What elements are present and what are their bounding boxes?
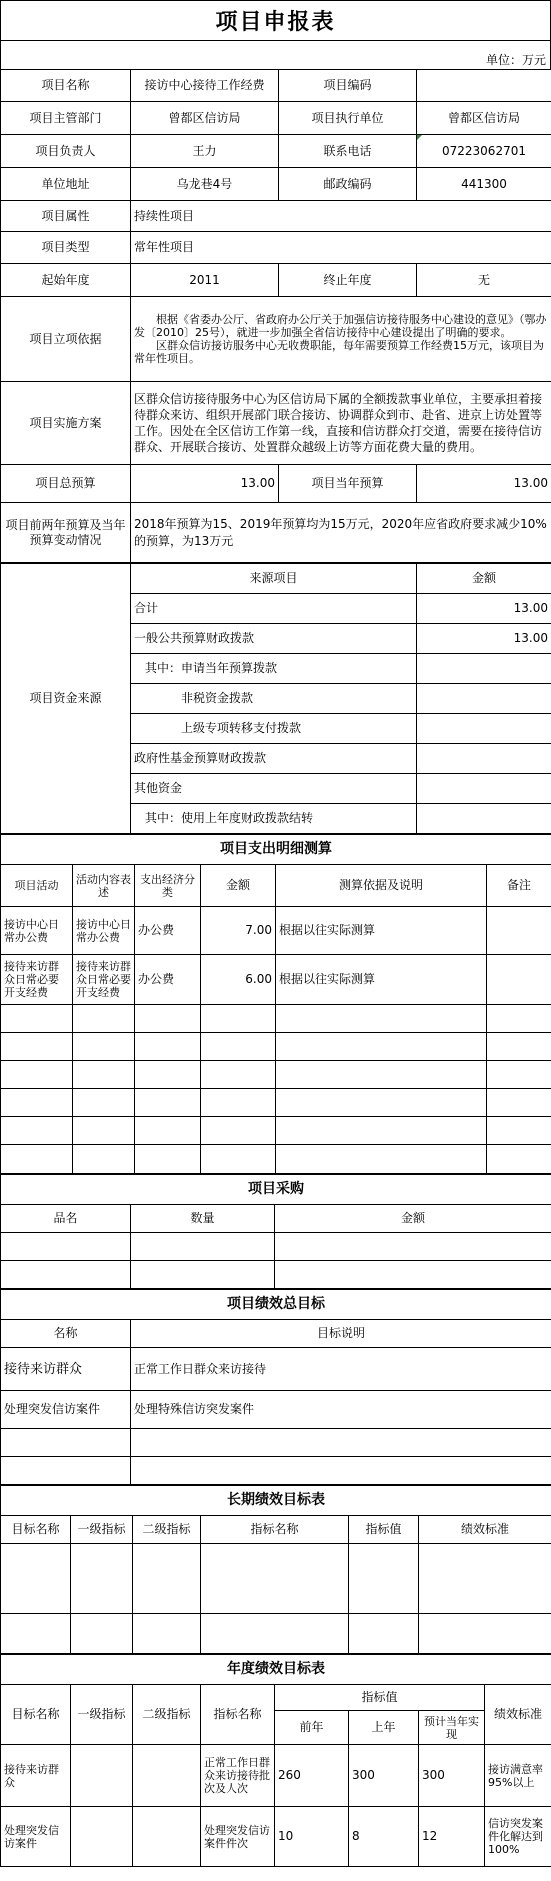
funds-header-source: 来源项目 bbox=[131, 564, 417, 594]
label-basis: 项目立项依据 bbox=[1, 297, 131, 382]
value-plan: 区群众信访接待服务中心为区信访局下属的全额拨款事业单位，主要承担着接待群众来访、组织开展部门联合接访、协调群众到市、赴省、进京上访处置等工作。因处在全区信访工作第一线，直接和信访群众打交道，需要在接待信访群众、开展联合接访、处置群众越级上访等方面花费大量的费用。 bbox=[131, 382, 551, 465]
purchase-section-title: 项目采购 bbox=[1, 1175, 551, 1205]
annual-cell-current: 12 bbox=[419, 1807, 485, 1867]
table-row-empty bbox=[1, 1544, 551, 1614]
label-funds-source: 项目资金来源 bbox=[1, 564, 131, 834]
purchase-header-amount: 金额 bbox=[275, 1205, 551, 1233]
expense-cell-basis: 根据以往实际测算 bbox=[276, 907, 487, 955]
title-spacer bbox=[0, 40, 551, 51]
value-zip: 441300 bbox=[417, 168, 551, 201]
longterm-header-value: 指标值 bbox=[349, 1516, 419, 1544]
value-basis: 根据《省委办公厅、省政府办公厅关于加强信访接待服务中心建设的意见》（鄂办发〔2010〕25号），就进一步加强全省信访接待中心建设提出了明确的要求。 区群众信访接访服务中心无收费职能，每年需要预算工作经费15万元，该项目为常年性项目。 bbox=[131, 297, 551, 382]
table-row bbox=[1, 1807, 551, 1867]
value-project-code bbox=[417, 70, 551, 102]
funds-row-name: 其中：申请当年预算拨款 bbox=[131, 654, 417, 684]
funds-row-amount: 13.00 bbox=[417, 624, 551, 654]
annual-header-target: 目标名称 bbox=[1, 1685, 71, 1745]
annual-cell-indicator: 正常工作日群众来访接待批次及人次 bbox=[201, 1745, 275, 1807]
funds-source-table bbox=[0, 563, 551, 834]
goal-header-desc: 目标说明 bbox=[131, 1320, 551, 1348]
annual-cell-prev2: 10 bbox=[275, 1807, 349, 1867]
value-phone: 07223062701 bbox=[417, 135, 551, 168]
value-current-budget: 13.00 bbox=[417, 465, 551, 503]
funds-row-name: 政府性基金预算财政拨款 bbox=[131, 744, 417, 774]
label-project-code: 项目编码 bbox=[279, 70, 417, 102]
funds-row-name: 合计 bbox=[131, 594, 417, 624]
expense-header-amount: 金额 bbox=[201, 865, 276, 907]
funds-row-amount bbox=[417, 654, 551, 684]
annual-cell-l1 bbox=[71, 1807, 133, 1867]
funds-header-amount: 金额 bbox=[417, 564, 551, 594]
annual-cell-prev2: 260 bbox=[275, 1745, 349, 1807]
annual-cell-standard: 信访突发案件化解达到100% bbox=[485, 1807, 551, 1867]
purchase-table bbox=[0, 1174, 551, 1289]
annual-header-l2: 二级指标 bbox=[133, 1685, 201, 1745]
value-dept: 曾都区信访局 bbox=[131, 102, 279, 135]
expense-cell-content: 接访中心日常办公费 bbox=[73, 907, 135, 955]
label-budget-change: 项目前两年预算及当年预算变动情况 bbox=[1, 503, 131, 563]
expense-detail-table bbox=[0, 834, 551, 1174]
expense-header-activity: 项目活动 bbox=[1, 865, 73, 907]
expense-header-basis: 测算依据及说明 bbox=[276, 865, 487, 907]
annual-cell-l2 bbox=[133, 1745, 201, 1807]
table-row-empty bbox=[1, 1429, 551, 1457]
longterm-header-l2: 二级指标 bbox=[133, 1516, 201, 1544]
expense-cell-amount: 6.00 bbox=[201, 955, 276, 1005]
table-row-empty bbox=[1, 1457, 551, 1485]
funds-row-amount bbox=[417, 744, 551, 774]
table-row bbox=[1, 1391, 551, 1429]
expense-cell-note bbox=[487, 955, 551, 1005]
table-row-empty bbox=[1, 1614, 551, 1654]
label-project-name: 项目名称 bbox=[1, 70, 131, 102]
value-total-budget: 13.00 bbox=[131, 465, 279, 503]
expense-cell-basis: 根据以往实际测算 bbox=[276, 955, 487, 1005]
goal-cell-desc: 正常工作日群众来访接待 bbox=[131, 1348, 551, 1391]
purchase-header-item: 品名 bbox=[1, 1205, 131, 1233]
label-total-budget: 项目总预算 bbox=[1, 465, 131, 503]
annual-cell-l1 bbox=[71, 1745, 133, 1807]
expense-cell-activity: 接待来访群众日常必要开支经费 bbox=[1, 955, 73, 1005]
label-address: 单位地址 bbox=[1, 168, 131, 201]
annual-header-prev: 上年 bbox=[349, 1711, 419, 1745]
annual-header-current: 预计当年实现 bbox=[419, 1711, 485, 1745]
basic-info-table bbox=[0, 69, 551, 563]
label-current-budget: 项目当年预算 bbox=[279, 465, 417, 503]
funds-row-amount bbox=[417, 804, 551, 834]
label-end-year: 终止年度 bbox=[279, 264, 417, 297]
funds-row-amount bbox=[417, 774, 551, 804]
longterm-header-standard: 绩效标准 bbox=[419, 1516, 551, 1544]
label-dept: 项目主管部门 bbox=[1, 102, 131, 135]
expense-section-title: 项目支出明细测算 bbox=[1, 835, 551, 865]
table-row-empty bbox=[1, 1089, 551, 1117]
table-row-empty bbox=[1, 1005, 551, 1033]
annual-section-title: 年度绩效目标表 bbox=[1, 1655, 551, 1685]
annual-cell-target: 接待来访群众 bbox=[1, 1745, 71, 1807]
annual-performance-table bbox=[0, 1654, 551, 1867]
goal-cell-desc: 处理特殊信访突发案件 bbox=[131, 1391, 551, 1429]
value-type: 常年性项目 bbox=[131, 232, 551, 264]
funds-row-name: 非税资金拨款 bbox=[131, 684, 417, 714]
longterm-header-target: 目标名称 bbox=[1, 1516, 71, 1544]
annual-cell-l2 bbox=[133, 1807, 201, 1867]
annual-cell-standard: 接访满意率95%以上 bbox=[485, 1745, 551, 1807]
expense-header-content: 活动内容表述 bbox=[73, 865, 135, 907]
performance-goal-table bbox=[0, 1289, 551, 1485]
longterm-header-l1: 一级指标 bbox=[71, 1516, 133, 1544]
table-row bbox=[1, 907, 551, 955]
annual-cell-current: 300 bbox=[419, 1745, 485, 1807]
funds-row-name: 上级专项转移支付拨款 bbox=[131, 714, 417, 744]
unit-label: 单位：万元 bbox=[0, 51, 551, 69]
expense-cell-activity: 接访中心日常办公费 bbox=[1, 907, 73, 955]
value-budget-change: 2018年预算为15、2019年预算均为15万元，2020年应省政府要求减少10%的预算，为13万元 bbox=[131, 503, 551, 563]
expense-cell-note bbox=[487, 907, 551, 955]
value-address: 乌龙巷4号 bbox=[131, 168, 279, 201]
longterm-performance-table bbox=[0, 1485, 551, 1654]
table-row-empty bbox=[1, 1061, 551, 1089]
expense-header-class: 支出经济分类 bbox=[135, 865, 201, 907]
label-attr: 项目属性 bbox=[1, 201, 131, 232]
funds-row-name: 一般公共预算财政拨款 bbox=[131, 624, 417, 654]
table-row bbox=[1, 955, 551, 1005]
goal-cell-name: 处理突发信访案件 bbox=[1, 1391, 131, 1429]
value-attr: 持续性项目 bbox=[131, 201, 551, 232]
annual-header-prev2: 前年 bbox=[275, 1711, 349, 1745]
label-plan: 项目实施方案 bbox=[1, 382, 131, 465]
value-start-year: 2011 bbox=[131, 264, 279, 297]
expense-cell-amount: 7.00 bbox=[201, 907, 276, 955]
expense-cell-class: 办公费 bbox=[135, 955, 201, 1005]
longterm-section-title: 长期绩效目标表 bbox=[1, 1486, 551, 1516]
form-title: 项目申报表 bbox=[0, 0, 551, 40]
goal-section-title: 项目绩效总目标 bbox=[1, 1290, 551, 1320]
table-row-empty bbox=[1, 1145, 551, 1174]
table-row bbox=[1, 1348, 551, 1391]
table-row-empty bbox=[1, 1117, 551, 1145]
annual-cell-prev: 300 bbox=[349, 1745, 419, 1807]
funds-row-name: 其他资金 bbox=[131, 774, 417, 804]
label-type: 项目类型 bbox=[1, 232, 131, 264]
value-exec-unit: 曾都区信访局 bbox=[417, 102, 551, 135]
value-project-name: 接访中心接待工作经费 bbox=[131, 70, 279, 102]
label-leader: 项目负责人 bbox=[1, 135, 131, 168]
funds-row-amount: 13.00 bbox=[417, 594, 551, 624]
funds-row-name: 其中：使用上年度财政拨款结转 bbox=[131, 804, 417, 834]
expense-header-note: 备注 bbox=[487, 865, 551, 907]
longterm-header-indicator: 指标名称 bbox=[201, 1516, 349, 1544]
purchase-header-qty: 数量 bbox=[131, 1205, 275, 1233]
value-end-year: 无 bbox=[417, 264, 551, 297]
expense-cell-class: 办公费 bbox=[135, 907, 201, 955]
annual-cell-target: 处理突发信访案件 bbox=[1, 1807, 71, 1867]
funds-row-amount bbox=[417, 714, 551, 744]
table-row bbox=[1, 1745, 551, 1807]
label-phone: 联系电话 bbox=[279, 135, 417, 168]
annual-header-value: 指标值 bbox=[275, 1685, 485, 1711]
annual-header-l1: 一级指标 bbox=[71, 1685, 133, 1745]
annual-cell-indicator: 处理突发信访案件件次 bbox=[201, 1807, 275, 1867]
funds-row-amount bbox=[417, 684, 551, 714]
expense-cell-content: 接待来访群众日常必要开支经费 bbox=[73, 955, 135, 1005]
goal-cell-name: 接待来访群众 bbox=[1, 1348, 131, 1391]
goal-header-name: 名称 bbox=[1, 1320, 131, 1348]
label-start-year: 起始年度 bbox=[1, 264, 131, 297]
table-row-empty bbox=[1, 1261, 551, 1289]
annual-header-standard: 绩效标准 bbox=[485, 1685, 551, 1745]
annual-cell-prev: 8 bbox=[349, 1807, 419, 1867]
table-row-empty bbox=[1, 1033, 551, 1061]
table-row-empty bbox=[1, 1233, 551, 1261]
label-zip: 邮政编码 bbox=[279, 168, 417, 201]
annual-header-indicator: 指标名称 bbox=[201, 1685, 275, 1745]
value-leader: 王力 bbox=[131, 135, 279, 168]
label-exec-unit: 项目执行单位 bbox=[279, 102, 417, 135]
